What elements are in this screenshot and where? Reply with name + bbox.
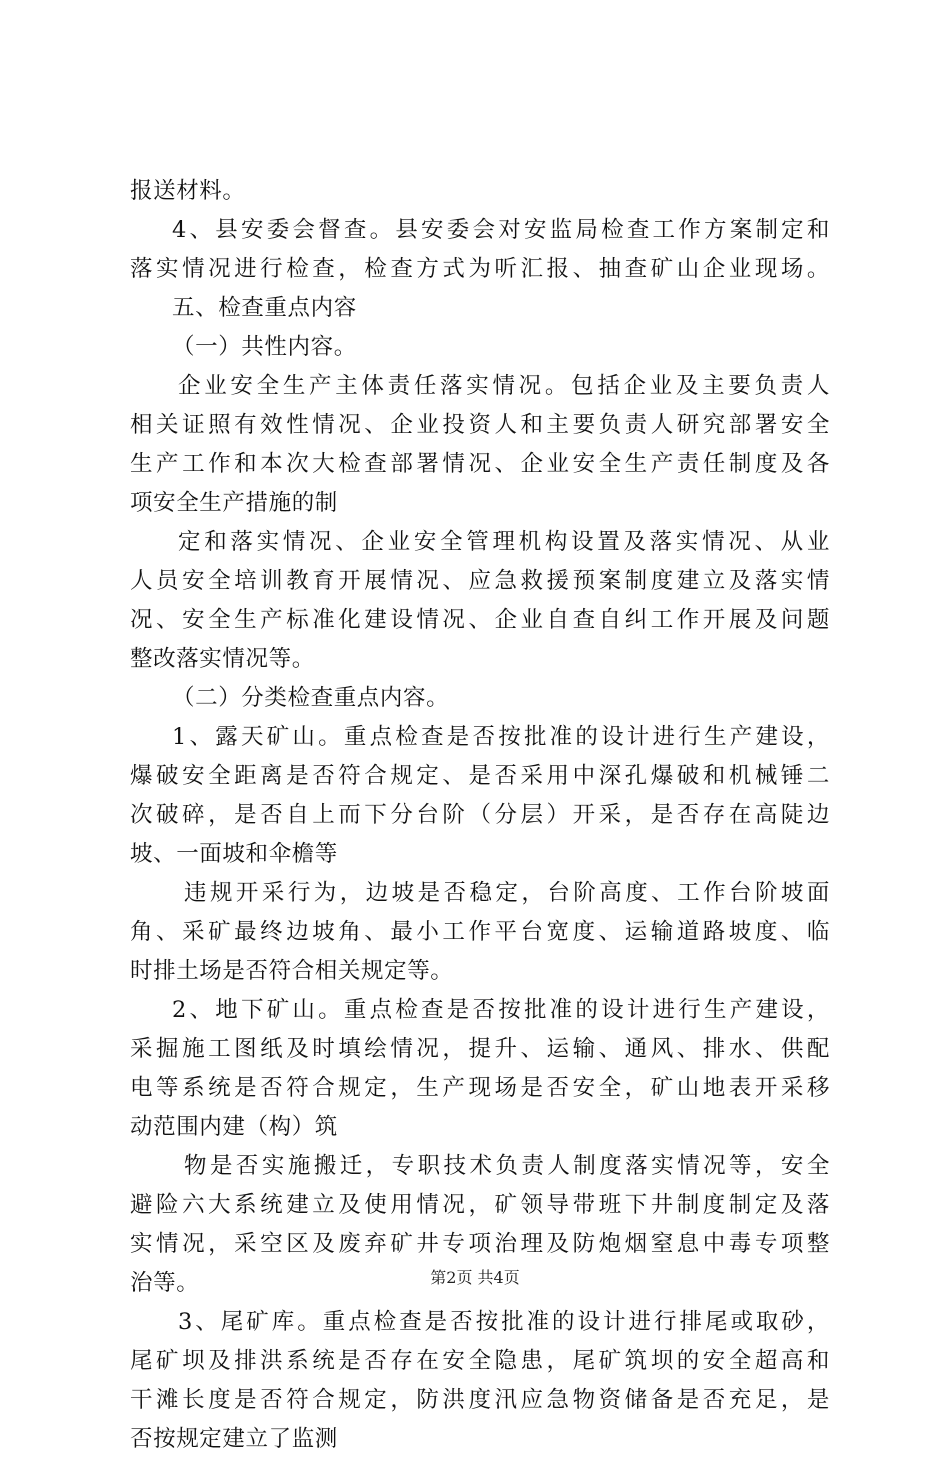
text-line: 爆破安全距离是否符合规定、是否采用中深孔爆破和机械锤二 xyxy=(130,763,830,789)
text-line: 整改落实情况等。 xyxy=(130,646,315,672)
text-line: 角、采矿最终边坡角、最小工作平台宽度、运输道路坡度、临 xyxy=(130,919,830,945)
text-line: 落实情况进行检查，检查方式为听汇报、抽查矿山企业现场。 xyxy=(130,256,830,282)
text-line: 违规开采行为，边坡是否稳定，台阶高度、工作台阶坡面 xyxy=(184,880,830,906)
text-line: 时排土场是否符合相关规定等。 xyxy=(130,958,454,984)
text-line: 否按规定建立了监测 xyxy=(130,1426,338,1452)
text-line: 企业安全生产主体责任落实情况。包括企业及主要负责人 xyxy=(178,373,830,399)
text-line: 报送材料。 xyxy=(130,178,246,204)
text-line: 况、安全生产标准化建设情况、企业自查自纠工作开展及问题 xyxy=(130,607,830,633)
text-line: 人员安全培训教育开展情况、应急救援预案制度建立及落实情 xyxy=(130,568,830,594)
text-line: 动范围内建（构）筑 xyxy=(130,1114,338,1140)
subsection-heading: （二）分类检查重点内容。 xyxy=(172,685,450,711)
text-line: 项安全生产措施的制 xyxy=(130,490,338,516)
text-line: 实情况，采空区及废弃矿井专项治理及防炮烟窒息中毒专项整 xyxy=(130,1231,830,1257)
text-line: 生产工作和本次大检查部署情况、企业安全生产责任制度及各 xyxy=(130,451,830,477)
text-line: 相关证照有效性情况、企业投资人和主要负责人研究部署安全 xyxy=(130,412,830,438)
text-line: 2、地下矿山。重点检查是否按批准的设计进行生产建设， xyxy=(172,997,830,1023)
text-line: 4、县安委会督查。县安委会对安监局检查工作方案制定和 xyxy=(172,217,830,243)
text-line: 3、尾矿库。重点检查是否按批准的设计进行排尾或取砂， xyxy=(178,1309,830,1335)
text-line: 电等系统是否符合规定，生产现场是否安全，矿山地表开采移 xyxy=(130,1075,830,1101)
text-line: 治等。 xyxy=(130,1270,200,1296)
text-line: 坡、一面坡和伞檐等 xyxy=(130,841,338,867)
page-footer: 第2页 共4页 xyxy=(430,1268,520,1287)
text-line: 次破碎，是否自上而下分台阶（分层）开采，是否存在高陡边 xyxy=(130,802,830,828)
text-line: 避险六大系统建立及使用情况，矿领导带班下井制度制定及落 xyxy=(130,1192,830,1218)
text-line: 1、露天矿山。重点检查是否按批准的设计进行生产建设， xyxy=(172,724,830,750)
text-line: 定和落实情况、企业安全管理机构设置及落实情况、从业 xyxy=(178,529,830,555)
section-heading: 五、检查重点内容 xyxy=(172,295,357,321)
text-line: 尾矿坝及排洪系统是否存在安全隐患，尾矿筑坝的安全超高和 xyxy=(130,1348,830,1374)
subsection-heading: （一）共性内容。 xyxy=(172,334,357,360)
text-line: 物是否实施搬迁，专职技术负责人制度落实情况等，安全 xyxy=(184,1153,830,1179)
text-line: 干滩长度是否符合规定，防洪度汛应急物资储备是否充足，是 xyxy=(130,1387,830,1413)
document-body xyxy=(130,172,830,1459)
text-line: 采掘施工图纸及时填绘情况，提升、运输、通风、排水、供配 xyxy=(130,1036,830,1062)
